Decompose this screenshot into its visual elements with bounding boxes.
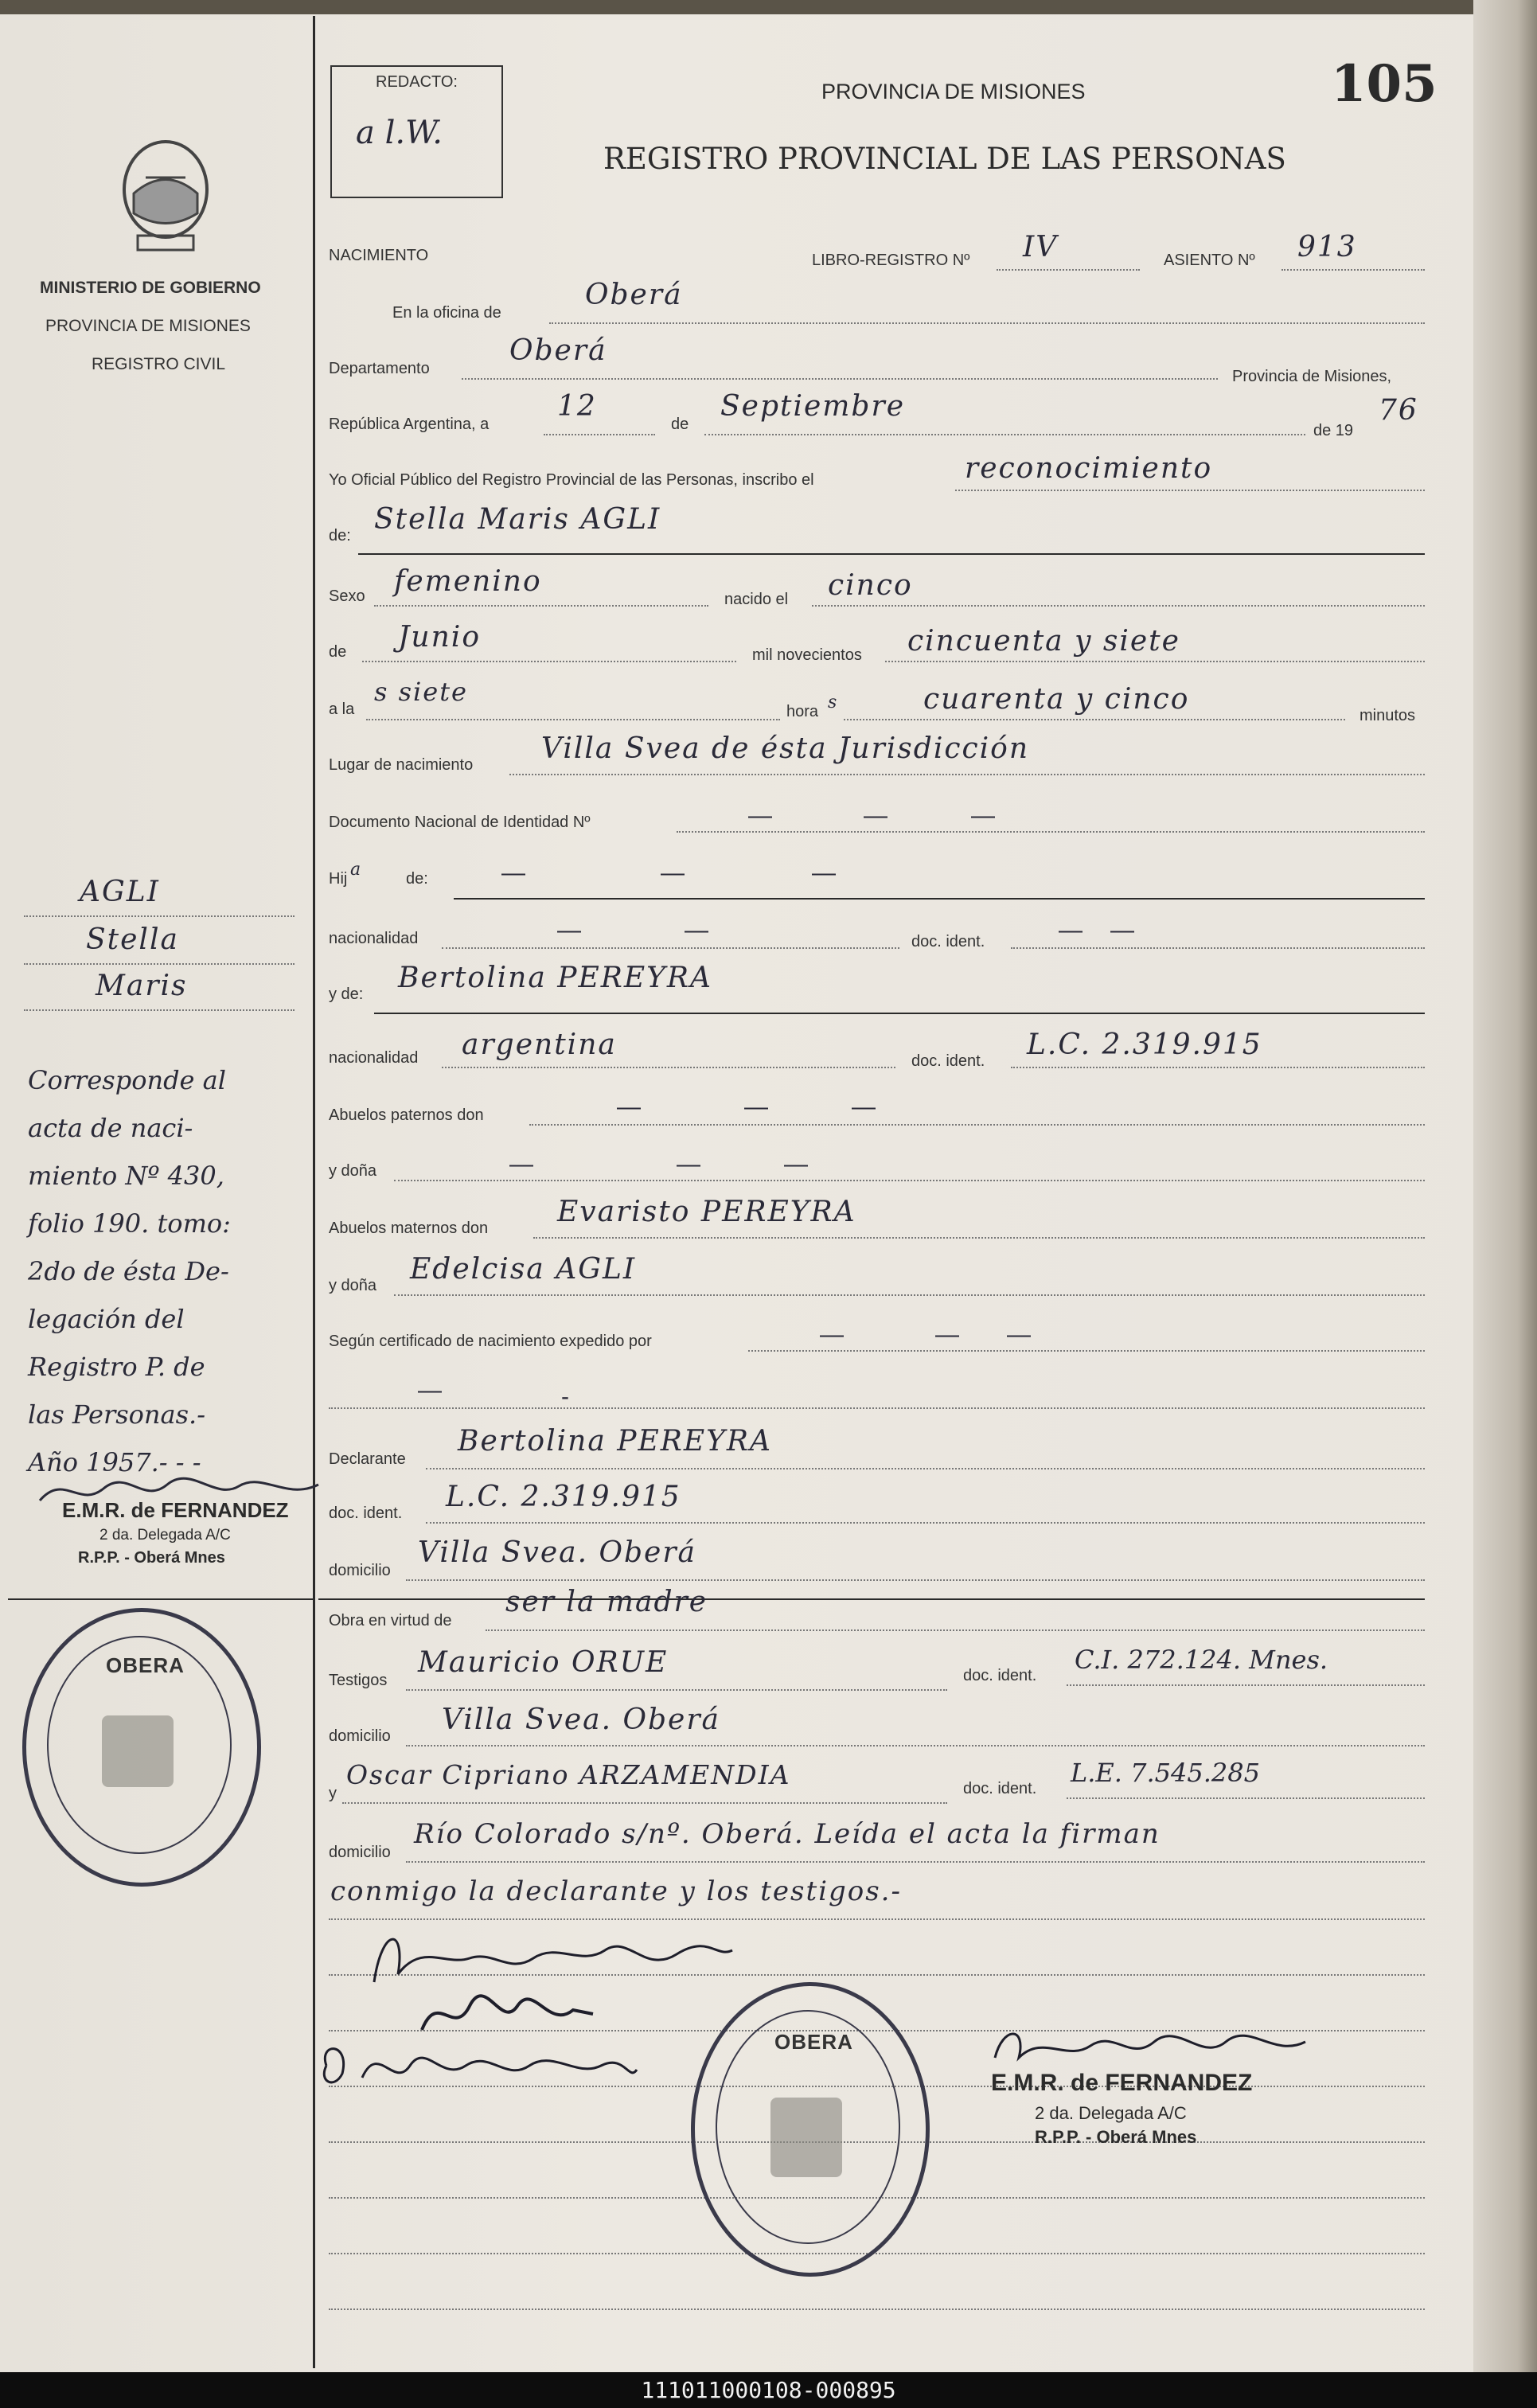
margin-note-3: miento Nº 430, (28, 1161, 224, 1191)
abuelos-maternos-value: Evaristo PEREYRA (557, 1196, 856, 1228)
margin-note-9: Año 1957.- - - (28, 1447, 201, 1477)
footer-id: 111011000108-000895 (641, 2377, 896, 2403)
nacionalidad2-label: nacionalidad (329, 1049, 419, 1067)
sexo-label: Sexo (329, 587, 365, 605)
testigo1-doc-value: C.I. 272.124. Mnes. (1075, 1645, 1328, 1675)
margin-stamp-line3: R.P.P. - Oberá Mnes (78, 1549, 225, 1567)
sexo-value: femenino (394, 565, 542, 598)
testigo2-doc-label: doc. ident. (963, 1780, 1037, 1797)
minutos-label: minutos (1360, 707, 1416, 724)
hora-prefix: a la (329, 701, 355, 718)
declarante-doc-value: L.C. 2.319.915 (446, 1481, 681, 1513)
libro-value: IV (1023, 231, 1059, 263)
hora-prefix-value: s siete (374, 677, 468, 707)
signature-fernandez (987, 2018, 1321, 2074)
fecha-day: 12 (557, 390, 597, 423)
lugar-label: Lugar de nacimiento (329, 756, 474, 774)
margin-divider (313, 16, 315, 2368)
stamp-line2: 2 da. Delegada A/C (1035, 2103, 1187, 2123)
nombre-label: de: (329, 527, 351, 544)
departamento-value: Oberá (509, 334, 607, 367)
testigo2-domicilio-label: domicilio (329, 1844, 391, 1861)
fecha-de: de (671, 416, 689, 433)
testigo1-value: Mauricio ORUE (418, 1646, 669, 1679)
testigo2-domicilio-value: Río Colorado s/nº. Oberá. Leída el acta la firman (414, 1818, 1161, 1850)
center-seal-center: OBERA (774, 2030, 853, 2054)
book-top-edge (0, 0, 1537, 14)
civil-registry-label: REGISTRO CIVIL (92, 355, 226, 373)
margin-stamp-line1: E.M.R. de FERNANDEZ (62, 1498, 289, 1522)
lugar-value: Villa Svea de ésta Jurisdicción (541, 732, 1030, 765)
margin-stamp-line2: 2 da. Delegada A/C (99, 1527, 231, 1544)
testigo1-doc-label: doc. ident. (963, 1667, 1037, 1684)
testigo1-domicilio-value: Villa Svea. Oberá (442, 1704, 721, 1736)
mes-label: de (329, 643, 347, 661)
left-seal (22, 1608, 261, 1887)
coat-of-arms-icon (110, 134, 221, 261)
mes-value: Junio (398, 621, 481, 654)
asiento-label: ASIENTO Nº (1164, 252, 1255, 269)
testigo1-domicilio-label: domicilio (329, 1727, 391, 1745)
testigo2-value: Oscar Cipriano ARZAMENDIA (346, 1759, 791, 1790)
record-type: NACIMIENTO (329, 247, 429, 264)
nacido-value: cinco (828, 569, 913, 602)
obra-label: Obra en virtud de (329, 1612, 452, 1629)
declarante-domicilio-label: domicilio (329, 1562, 391, 1579)
margin-name-3: Maris (96, 970, 188, 1002)
mil-label: mil novecientos (752, 646, 862, 664)
doc2-value: L.C. 2.319.915 (1027, 1028, 1262, 1061)
declarante-label: Declarante (329, 1450, 406, 1468)
margin-note-8: las Personas.- (28, 1399, 206, 1430)
registry-title: REGISTRO PROVINCIAL DE LAS PERSONAS (603, 142, 1286, 176)
paternos-dona-label: y doña (329, 1162, 377, 1180)
provincia-suffix: Provincia de Misiones, (1232, 368, 1392, 385)
margin-note-1: Corresponde al (28, 1065, 226, 1095)
testigo2-doc-value: L.E. 7.545.285 (1071, 1758, 1260, 1788)
testigo2-label: y (329, 1785, 337, 1802)
oficina-label: En la oficina de (392, 304, 501, 322)
declarante-domicilio-value: Villa Svea. Oberá (418, 1536, 697, 1569)
ministry-label: MINISTERIO DE GOBIERNO (40, 279, 261, 297)
margin-note-5: 2do de ésta De- (28, 1256, 229, 1286)
hora-value: cuarenta y cinco (923, 683, 1190, 716)
nacionalidad2-value: argentina (462, 1028, 617, 1061)
margin-note-7: Registro P. de (28, 1352, 205, 1382)
fecha-year-prefix: de 19 (1313, 422, 1354, 439)
abuelos-paternos-label: Abuelos paternos don (329, 1106, 484, 1124)
hora-suffix: s (828, 693, 837, 712)
mil-value: cincuenta y siete (907, 625, 1180, 658)
fecha-month: Septiembre (720, 390, 905, 423)
redacto-value: a l.W. (356, 115, 443, 151)
certificado-label: Según certificado de nacimiento expedido por (329, 1333, 652, 1350)
folio-number: 105 (1331, 54, 1438, 114)
libro-label: LIBRO-REGISTRO Nº (812, 252, 970, 269)
margin-name-1: AGLI (80, 876, 160, 908)
testigos-label: Testigos (329, 1672, 388, 1689)
province-title: PROVINCIA DE MISIONES (821, 80, 1086, 103)
maternos-dona-value: Edelcisa AGLI (410, 1253, 637, 1286)
declarante-value: Bertolina PEREYRA (458, 1425, 772, 1458)
margin-note-2: acta de naci- (28, 1113, 193, 1143)
hora-label: hora (786, 703, 819, 720)
book-right-edge (1473, 0, 1537, 2372)
declarante-doc-label: doc. ident. (329, 1505, 403, 1522)
dni-label: Documento Nacional de Identidad Nº (329, 814, 591, 831)
cierre-text: conmigo la declarante y los testigos.- (330, 1875, 902, 1907)
margin-note-6: legación del (28, 1304, 185, 1334)
redacto-box (330, 65, 503, 198)
fecha-year: 76 (1379, 394, 1418, 427)
stamp-line1: E.M.R. de FERNANDEZ (991, 2070, 1253, 2096)
oficial-text: Yo Oficial Público del Registro Provincial de las Personas, inscribo el (329, 471, 814, 489)
fecha-prefix: República Argentina, a (329, 416, 490, 433)
oficina-value: Oberá (585, 279, 683, 311)
nacido-label: nacido el (724, 591, 789, 608)
stamp-line3: R.P.P. - Oberá Mnes (1035, 2127, 1197, 2147)
hijo-label: Hij (329, 870, 348, 888)
margin-note-4: folio 190. tomo: (28, 1208, 231, 1239)
hijo-de-label: de: (406, 870, 428, 888)
maternos-dona-label: y doña (329, 1277, 377, 1294)
province-label: PROVINCIA DE MISIONES (45, 317, 251, 335)
doc2-label: doc. ident. (911, 1052, 985, 1070)
departamento-label: Departamento (329, 360, 430, 377)
madre-value: Bertolina PEREYRA (398, 962, 712, 994)
nacionalidad1-label: nacionalidad (329, 930, 419, 947)
madre-label: y de: (329, 985, 364, 1003)
oficial-value: reconocimiento (965, 452, 1213, 485)
signature-arzamendia (314, 2034, 641, 2098)
doc1-label: doc. ident. (911, 933, 985, 950)
abuelos-maternos-label: Abuelos maternos don (329, 1220, 489, 1237)
margin-name-2: Stella (86, 923, 179, 956)
asiento-value: 913 (1297, 231, 1357, 263)
obra-value: ser la madre (505, 1586, 708, 1618)
center-seal (691, 1982, 930, 2277)
redacto-label: REDACTO: (376, 73, 458, 91)
hijo-suffix: a (350, 860, 361, 880)
nombre-value: Stella Maris AGLI (374, 503, 661, 536)
left-seal-center: OBERA (106, 1653, 185, 1677)
